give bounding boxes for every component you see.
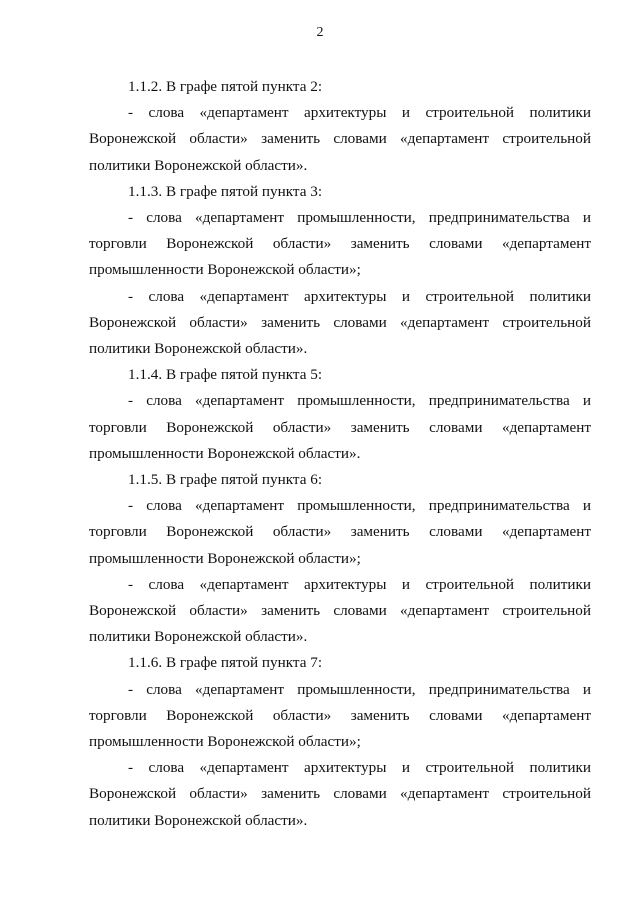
heading-1-1-3: 1.1.3. В графе пятой пункта 3: <box>128 182 323 200</box>
amendment-item: - слова «департамент промышленности, предпринимательства и торговли Воронежской области» заменить словами «департамент промышленности Воронежской области». <box>89 392 591 462</box>
heading-1-1-6: 1.1.6. В графе пятой пункта 7: <box>128 654 323 672</box>
amendment-item: - слова «департамент архитектуры и строительной политики Воронежской области» заменить словами «департамент строительной политики Воронежской области». <box>89 104 591 174</box>
amendment-item: - слова «департамент промышленности, предпринимательства и торговли Воронежской области» заменить словами «департамент промышленности Воронежской области»; <box>89 497 591 567</box>
amendment-item: - слова «департамент архитектуры и строительной политики Воронежской области» заменить словами «департамент строительной политики Воронежской области». <box>89 759 591 829</box>
document-body <box>89 74 591 834</box>
page-number: 2 <box>316 25 324 40</box>
heading-1-1-4: 1.1.4. В графе пятой пункта 5: <box>128 366 323 384</box>
heading-1-1-5: 1.1.5. В графе пятой пункта 6: <box>128 471 323 489</box>
heading-1-1-2: 1.1.2. В графе пятой пункта 2: <box>128 78 323 95</box>
amendment-item: - слова «департамент промышленности, предпринимательства и торговли Воронежской области» заменить словами «департамент промышленности Воронежской области»; <box>89 209 591 279</box>
amendment-item: - слова «департамент архитектуры и строительной политики Воронежской области» заменить словами «департамент строительной политики Воронежской области». <box>89 575 591 646</box>
amendment-item: - слова «департамент архитектуры и строительной политики Воронежской области» заменить словами «департамент строительной политики Воронежской области». <box>89 287 591 358</box>
amendment-item: - слова «департамент промышленности, предпринимательства и торговли Воронежской области» заменить словами «департамент промышленности Воронежской области»; <box>89 680 591 751</box>
